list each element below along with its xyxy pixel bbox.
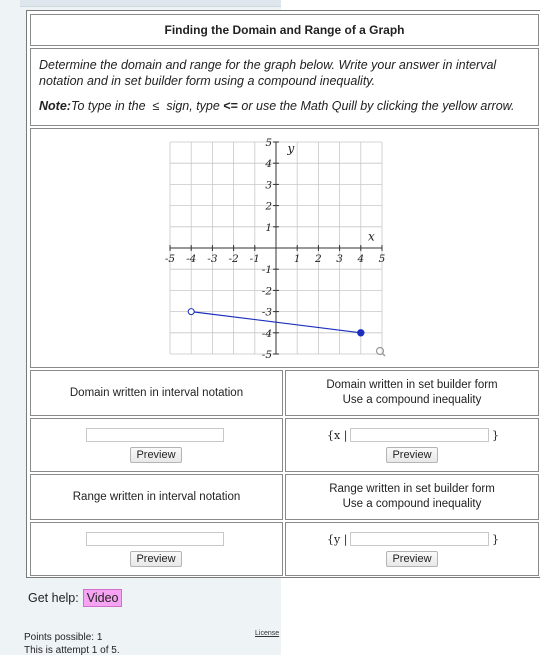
x-tick-label: -4 [186,253,197,265]
note-label: Note: [39,99,71,113]
y-tick-label: -3 [261,306,272,319]
segment-start-point [188,309,194,315]
x-tick-label: 2 [315,253,322,265]
question-title: Finding the Domain and Range of a Graph [30,14,539,46]
x-tick-label: -5 [164,253,176,265]
domain-setbuilder-label-line1: Domain written in set builder form [326,379,498,391]
range-setbuilder-input[interactable] [350,532,489,546]
y-tick-label: 5 [265,137,272,149]
domain-interval-label: Domain written in interval notation [69,386,244,399]
y-tick-label: -1 [261,264,272,277]
note-after: or use the Math Quill by clicking the yellow arrow. [241,99,515,113]
domain-interval-input[interactable] [86,428,224,442]
domain-interval-input-cell [30,418,283,472]
license-link[interactable]: License [255,630,280,637]
y-tick-label: 4 [265,158,272,171]
domain-interval-label-cell [30,370,283,416]
graph-cell [30,128,539,368]
video-help-button[interactable]: Video [83,589,123,607]
x-tick-label: -1 [249,253,260,265]
domain-setbuilder-input-cell [285,418,539,472]
range-interval-input[interactable] [86,532,224,546]
range-setbuilder-label-line2: Use a compound inequality [342,498,482,510]
note-symbol: ≤ [152,99,160,113]
range-setbuilder-preview-button[interactable]: Preview [386,551,438,567]
help-label: Get help: [28,591,79,605]
points-possible: Points possible: 1 [24,632,103,643]
domain-interval-preview-button[interactable]: Preview [130,447,182,463]
magnifier-icon[interactable] [377,348,386,357]
coordinate-graph[interactable] [31,129,540,369]
note-before: To type in the [70,99,146,113]
y-tick-label: -5 [261,349,272,361]
range-setbuilder-label-line1: Range written in set builder form [329,483,495,495]
domain-setbuilder-prefix: {x | [327,429,348,442]
y-tick-label: 1 [265,221,272,234]
range-setbuilder-input-cell [285,522,539,576]
range-setbuilder-label-cell [285,474,539,520]
note-code: <= [223,99,238,113]
note-text [39,98,530,114]
x-tick-label: 1 [293,253,301,265]
x-axis-label: x [368,229,375,244]
attempt-count: This is attempt 1 of 5. [24,645,120,656]
x-tick-label: 5 [378,253,386,265]
instructions-text: Determine the domain and range for the graph below. Write your answer in interval notation and in set builder form using a compound inequality. [39,58,497,88]
note-middle: sign, type [166,99,220,113]
segment-end-point [358,330,364,336]
domain-setbuilder-input[interactable] [350,428,489,442]
y-axis-label: y [287,141,295,156]
y-tick-label: -4 [261,327,272,340]
x-tick-label: 3 [336,253,343,265]
range-interval-label: Range written in interval notation [72,490,241,503]
range-setbuilder-suffix: } [492,533,499,546]
instructions [30,48,539,126]
x-tick-label: -3 [207,253,218,265]
domain-setbuilder-suffix: } [492,429,499,442]
range-setbuilder-prefix: {y | [327,533,348,546]
help-row [28,589,122,607]
range-interval-label-cell [30,474,283,520]
y-tick-label: -2 [261,285,272,298]
y-tick-label: 3 [265,179,272,192]
domain-setbuilder-label-cell [285,370,539,416]
top-strip [20,0,281,7]
y-tick-label: 2 [265,200,272,213]
attempt-info [24,631,120,657]
range-interval-preview-button[interactable]: Preview [130,551,182,567]
x-tick-label: -2 [228,253,239,265]
range-interval-input-cell [30,522,283,576]
domain-setbuilder-preview-button[interactable]: Preview [386,447,438,463]
domain-setbuilder-label-line2: Use a compound inequality [342,394,482,406]
x-tick-label: 4 [357,253,365,265]
